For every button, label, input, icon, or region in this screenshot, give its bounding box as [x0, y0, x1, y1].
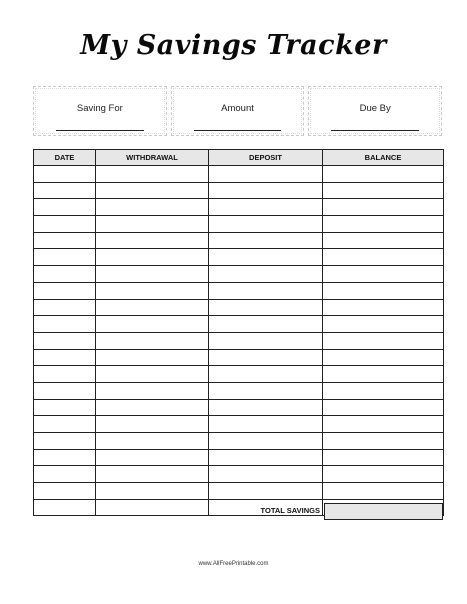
- deposit-cell[interactable]: [209, 332, 323, 349]
- table-row: [34, 332, 444, 349]
- amount-line[interactable]: [194, 130, 282, 131]
- date-cell[interactable]: [34, 182, 96, 199]
- savings-table: [33, 149, 444, 516]
- date-cell[interactable]: [34, 466, 96, 483]
- deposit-cell[interactable]: [209, 466, 323, 483]
- table-row: [34, 399, 444, 416]
- date-cell[interactable]: [34, 483, 96, 500]
- total-savings-row: [33, 503, 443, 520]
- table-row: [34, 199, 444, 216]
- deposit-cell[interactable]: [209, 349, 323, 366]
- table-row: [34, 433, 444, 450]
- deposit-cell[interactable]: [209, 249, 323, 266]
- withdrawal-cell[interactable]: [96, 399, 209, 416]
- deposit-cell[interactable]: [209, 382, 323, 399]
- deposit-cell[interactable]: [209, 483, 323, 500]
- due-by-label: Due By: [359, 103, 391, 114]
- withdrawal-cell[interactable]: [96, 382, 209, 399]
- date-cell[interactable]: [34, 216, 96, 233]
- deposit-cell[interactable]: [209, 366, 323, 383]
- balance-cell[interactable]: [323, 232, 444, 249]
- balance-cell[interactable]: [323, 449, 444, 466]
- withdrawal-cell[interactable]: [96, 433, 209, 450]
- deposit-cell[interactable]: [209, 216, 323, 233]
- withdrawal-cell[interactable]: [96, 182, 209, 199]
- deposit-cell[interactable]: [209, 266, 323, 283]
- withdrawal-cell[interactable]: [96, 466, 209, 483]
- balance-cell[interactable]: [323, 433, 444, 450]
- header-balance: BALANCE: [323, 150, 444, 166]
- withdrawal-cell[interactable]: [96, 299, 209, 316]
- balance-cell[interactable]: [323, 182, 444, 199]
- deposit-cell[interactable]: [209, 182, 323, 199]
- date-cell[interactable]: [34, 449, 96, 466]
- balance-cell[interactable]: [323, 166, 444, 183]
- deposit-cell[interactable]: [209, 166, 323, 183]
- deposit-cell[interactable]: [209, 199, 323, 216]
- deposit-cell[interactable]: [209, 433, 323, 450]
- table-row: [34, 282, 444, 299]
- table-row: [34, 466, 444, 483]
- total-savings-label: TOTAL SAVINGS: [260, 506, 320, 515]
- table-row: [34, 316, 444, 333]
- date-cell[interactable]: [34, 199, 96, 216]
- date-cell[interactable]: [34, 249, 96, 266]
- deposit-cell[interactable]: [209, 449, 323, 466]
- date-cell[interactable]: [34, 366, 96, 383]
- table-row: [34, 216, 444, 233]
- header-deposit: DEPOSIT: [209, 150, 323, 166]
- savings-info-box: [33, 86, 442, 136]
- page-title: My Savings Tracker: [80, 30, 387, 61]
- deposit-cell[interactable]: [209, 282, 323, 299]
- withdrawal-cell[interactable]: [96, 249, 209, 266]
- deposit-cell[interactable]: [209, 316, 323, 333]
- withdrawal-cell[interactable]: [96, 332, 209, 349]
- table-row: [34, 349, 444, 366]
- withdrawal-cell[interactable]: [96, 349, 209, 366]
- date-cell[interactable]: [34, 349, 96, 366]
- withdrawal-cell[interactable]: [96, 266, 209, 283]
- date-cell[interactable]: [34, 316, 96, 333]
- due-by-line[interactable]: [331, 130, 419, 131]
- table-row: [34, 382, 444, 399]
- table-row: [34, 366, 444, 383]
- balance-cell[interactable]: [323, 399, 444, 416]
- balance-cell[interactable]: [323, 366, 444, 383]
- deposit-cell[interactable]: [209, 399, 323, 416]
- date-cell[interactable]: [34, 282, 96, 299]
- date-cell[interactable]: [34, 299, 96, 316]
- table-row: [34, 266, 444, 283]
- withdrawal-cell[interactable]: [96, 416, 209, 433]
- withdrawal-cell[interactable]: [96, 483, 209, 500]
- withdrawal-cell[interactable]: [96, 199, 209, 216]
- balance-cell[interactable]: [323, 199, 444, 216]
- table-body: [34, 166, 444, 516]
- withdrawal-cell[interactable]: [96, 166, 209, 183]
- header-withdrawal: WITHDRAWAL: [96, 150, 209, 166]
- balance-cell[interactable]: [323, 466, 444, 483]
- withdrawal-cell[interactable]: [96, 316, 209, 333]
- withdrawal-cell[interactable]: [96, 366, 209, 383]
- saving-for-cell: [33, 86, 167, 136]
- balance-cell[interactable]: [323, 416, 444, 433]
- deposit-cell[interactable]: [209, 232, 323, 249]
- table-row: [34, 449, 444, 466]
- table-row: [34, 483, 444, 500]
- saving-for-line[interactable]: [56, 130, 144, 131]
- due-by-cell: [308, 86, 442, 136]
- date-cell[interactable]: [34, 399, 96, 416]
- total-savings-box[interactable]: [324, 503, 443, 520]
- balance-cell[interactable]: [323, 483, 444, 500]
- footer-website: www.AllFreePrintable.com: [198, 561, 269, 567]
- balance-cell[interactable]: [323, 216, 444, 233]
- table-row: [34, 299, 444, 316]
- balance-cell[interactable]: [323, 249, 444, 266]
- balance-cell[interactable]: [323, 299, 444, 316]
- amount-cell: [171, 86, 305, 136]
- deposit-cell[interactable]: [209, 416, 323, 433]
- balance-cell[interactable]: [323, 282, 444, 299]
- date-cell[interactable]: [34, 332, 96, 349]
- date-cell[interactable]: [34, 266, 96, 283]
- date-cell[interactable]: [34, 416, 96, 433]
- amount-label: Amount: [221, 103, 254, 114]
- saving-for-label: Saving For: [76, 103, 123, 114]
- balance-cell[interactable]: [323, 332, 444, 349]
- balance-cell[interactable]: [323, 266, 444, 283]
- table-header-row: [34, 150, 444, 166]
- balance-cell[interactable]: [323, 382, 444, 399]
- date-cell[interactable]: [34, 232, 96, 249]
- date-cell[interactable]: [34, 382, 96, 399]
- header-date: DATE: [34, 150, 96, 166]
- balance-cell[interactable]: [323, 349, 444, 366]
- date-cell[interactable]: [34, 433, 96, 450]
- date-cell[interactable]: [34, 166, 96, 183]
- withdrawal-cell[interactable]: [96, 282, 209, 299]
- table-row: [34, 182, 444, 199]
- deposit-cell[interactable]: [209, 299, 323, 316]
- withdrawal-cell[interactable]: [96, 232, 209, 249]
- withdrawal-cell[interactable]: [96, 449, 209, 466]
- table-row: [34, 232, 444, 249]
- withdrawal-cell[interactable]: [96, 216, 209, 233]
- balance-cell[interactable]: [323, 316, 444, 333]
- table-row: [34, 249, 444, 266]
- table-row: [34, 166, 444, 183]
- table-row: [34, 416, 444, 433]
